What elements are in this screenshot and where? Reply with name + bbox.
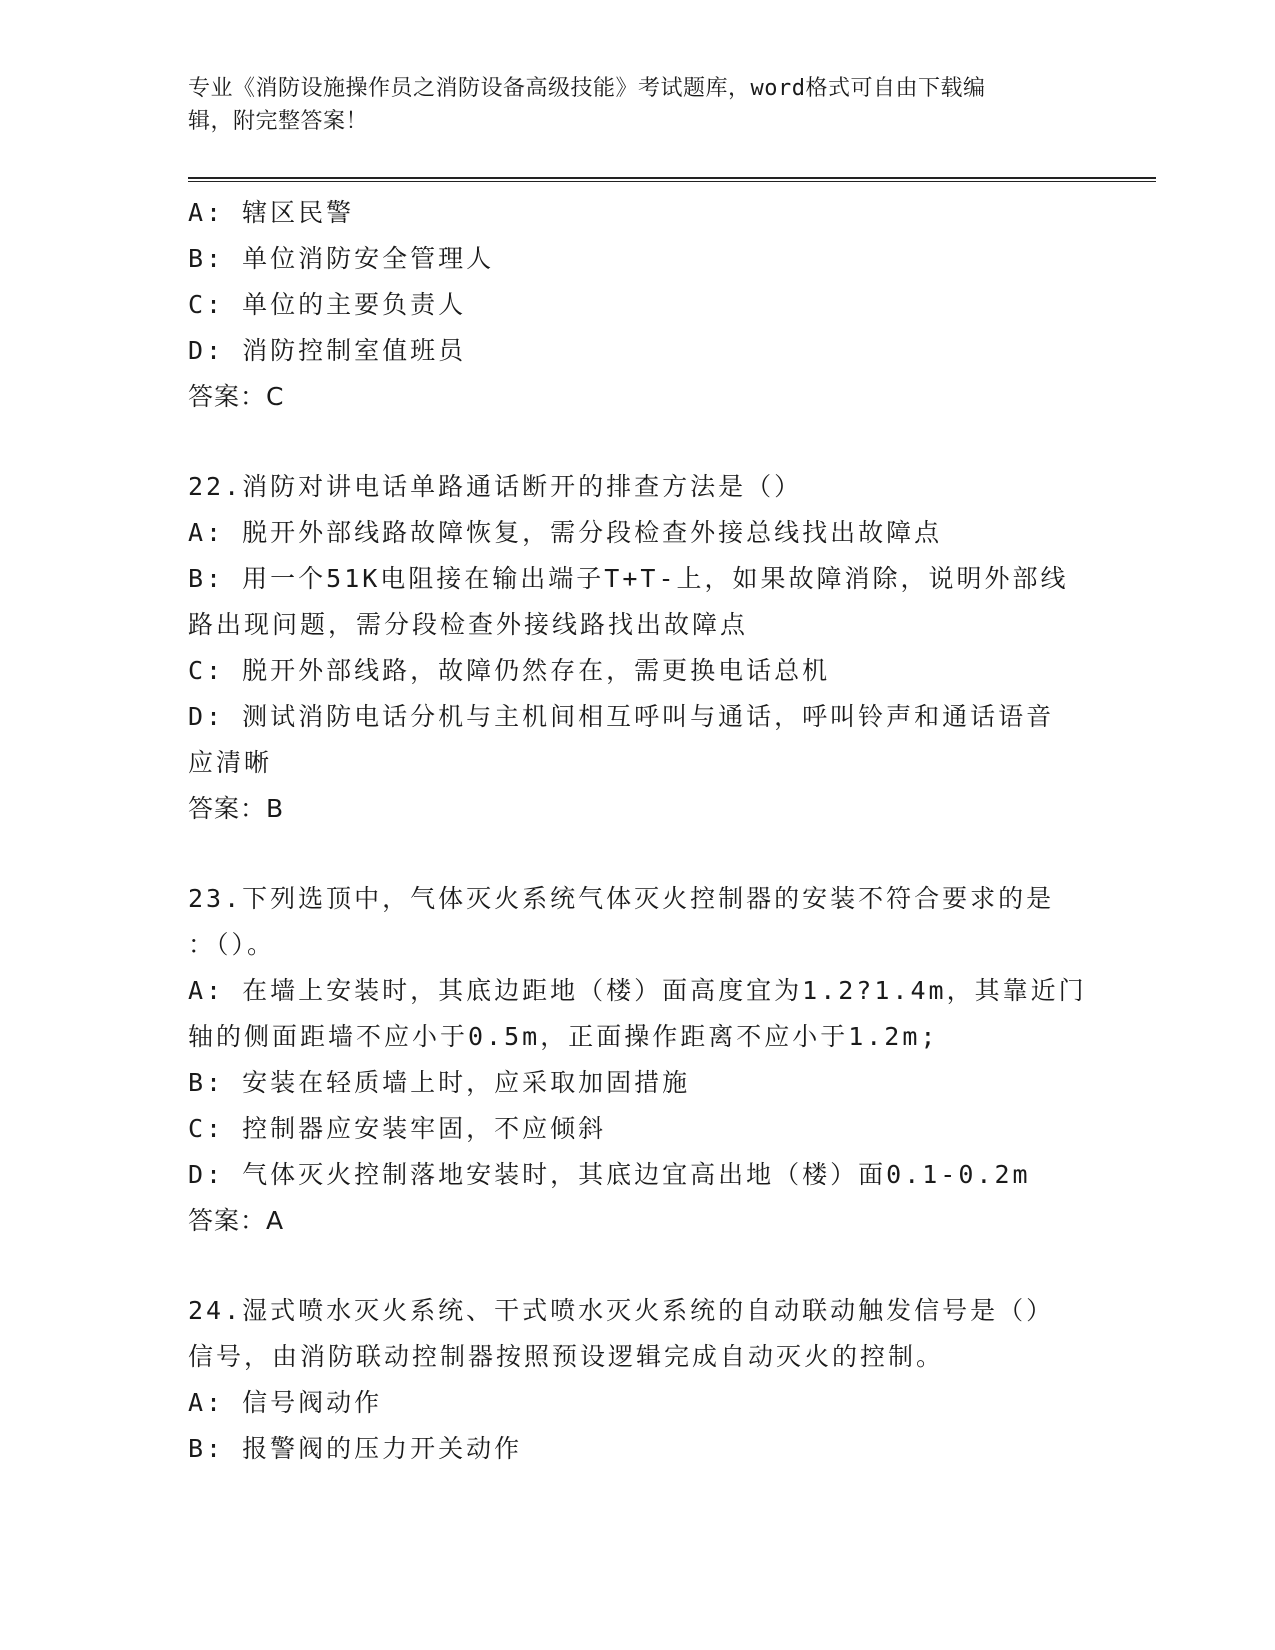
option-d: D: 测试消防电话分机与主机间相互呼叫与通话，呼叫铃声和通话语音 (188, 702, 1055, 731)
option-d-continued: 应清晰 (188, 748, 273, 777)
question-21 (188, 190, 1108, 420)
question-stem: 22.消防对讲电话单路通话断开的排查方法是（） (188, 472, 803, 501)
option-d: D: 气体灭火控制落地安装时，其底边宜高出地（楼）面0.1-0.2m (188, 1160, 1031, 1189)
question-stem-continued: ：（）。 (188, 930, 276, 959)
answer-line: 答案：C (188, 382, 285, 411)
answer-line: 答案：A (188, 1206, 285, 1235)
question-stem: 23.下列选顶中，气体灭火系统气体灭火控制器的安装不符合要求的是 (188, 884, 1055, 913)
document-header (188, 72, 1068, 138)
question-list (188, 190, 1108, 1472)
option-c: C: 单位的主要负责人 (188, 290, 467, 319)
option-a: A: 辖区民警 (188, 198, 355, 227)
option-a-continued: 轴的侧面距墙不应小于0.5m，正面操作距离不应小于1.2m; (188, 1022, 939, 1051)
option-a: A: 脱开外部线路故障恢复，需分段检查外接总线找出故障点 (188, 518, 943, 547)
option-b-continued: 路出现问题，需分段检查外接线路找出故障点 (188, 610, 749, 639)
option-b: B: 用一个51K电阻接在输出端子T+T-上，如果故障消除，说明外部线 (188, 564, 1069, 593)
option-c: C: 控制器应安装牢固，不应倾斜 (188, 1114, 607, 1143)
question-22 (188, 464, 1108, 832)
header-line-1: 专业《消防设施操作员之消防设备高级技能》考试题库，word格式可自由下载编 (188, 76, 986, 101)
option-b: B: 单位消防安全管理人 (188, 244, 495, 273)
option-b: B: 安装在轻质墙上时，应采取加固措施 (188, 1068, 691, 1097)
question-stem-continued: 信号，由消防联动控制器按照预设逻辑完成自动灭火的控制。 (188, 1342, 945, 1371)
header-divider (188, 177, 1156, 182)
option-d: D: 消防控制室值班员 (188, 336, 467, 365)
option-c: C: 脱开外部线路，故障仍然存在，需更换电话总机 (188, 656, 831, 685)
question-stem: 24.湿式喷水灭火系统、干式喷水灭火系统的自动联动触发信号是（） (188, 1296, 1055, 1325)
option-a: A: 信号阀动作 (188, 1388, 383, 1417)
question-23 (188, 876, 1108, 1244)
question-spacer (188, 832, 1108, 876)
option-a: A: 在墙上安装时，其底边距地（楼）面高度宜为1.2?1.4m，其靠近门 (188, 976, 1087, 1005)
option-b: B: 报警阀的压力开关动作 (188, 1434, 523, 1463)
answer-line: 答案：B (188, 794, 285, 823)
question-24 (188, 1288, 1108, 1472)
question-spacer (188, 420, 1108, 464)
header-line-2: 辑，附完整答案！ (188, 109, 369, 134)
question-spacer (188, 1244, 1108, 1288)
